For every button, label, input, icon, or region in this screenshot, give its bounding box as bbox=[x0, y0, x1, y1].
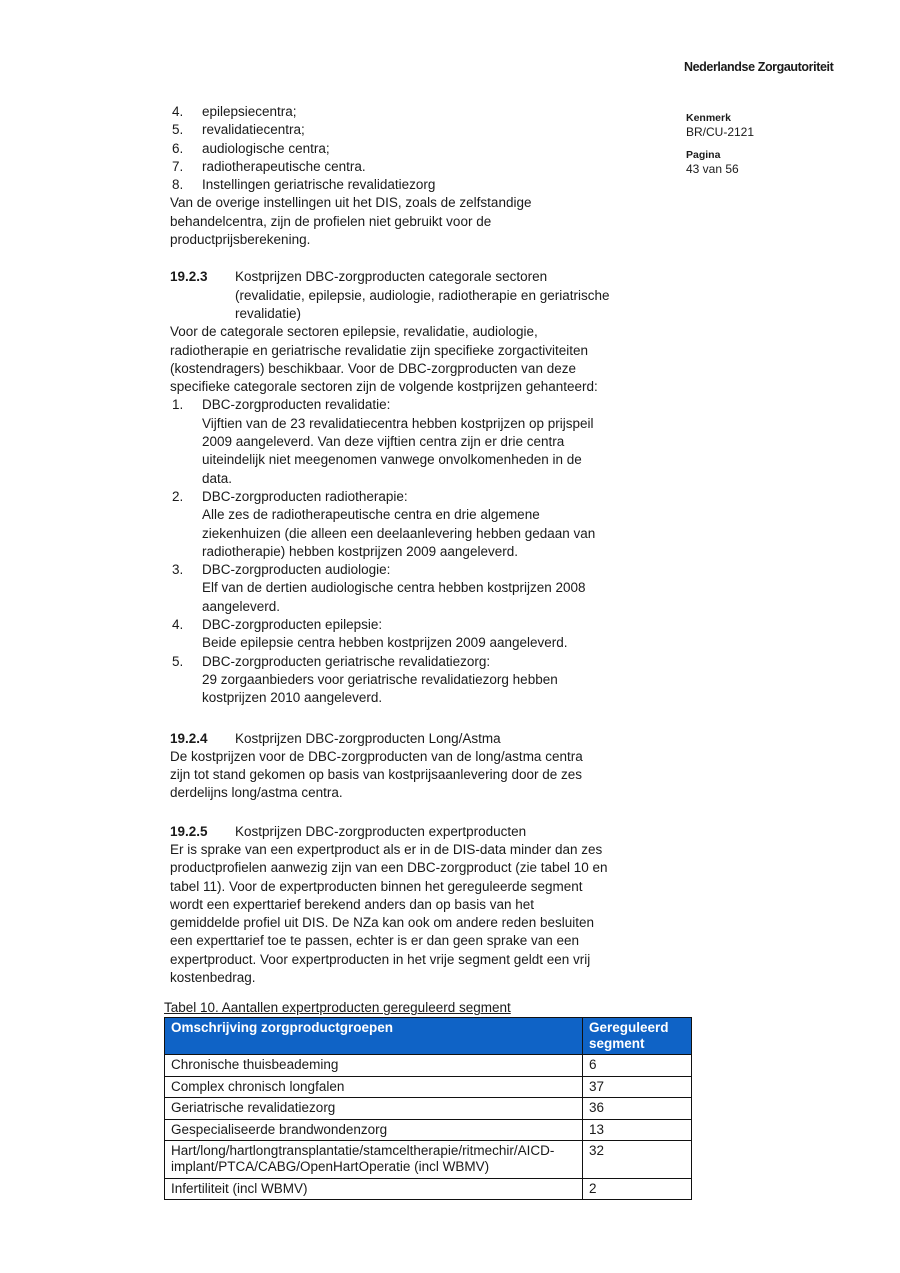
col-header-gereguleerd-segment: Gereguleerd segment bbox=[583, 1018, 692, 1055]
main-text-column bbox=[164, 103, 730, 1200]
text-line: 29 zorgaanbieders voor geriatrische revalidatiezorg hebben bbox=[202, 671, 558, 687]
text-line: expertproduct. Voor expertproducten in het vrije segment geldt een vrij bbox=[170, 951, 591, 967]
table-row bbox=[165, 1076, 692, 1098]
list-item-text: epilepsiecentra; bbox=[202, 104, 297, 119]
section-number: 19.2.3 bbox=[170, 269, 208, 285]
section-heading-19-2-4 bbox=[170, 730, 730, 748]
text-line: (kostendragers) beschikbaar. Voor de DBC-zorgproducten van deze bbox=[170, 360, 576, 376]
list-item bbox=[170, 561, 730, 616]
row-value: 2 bbox=[583, 1178, 692, 1200]
paragraph-19-2-5 bbox=[170, 841, 730, 987]
numbered-list-institutions bbox=[170, 103, 730, 194]
table-header bbox=[165, 1018, 692, 1055]
list-item-number: 5. bbox=[172, 122, 184, 138]
text-line: Elf van de dertien audiologische centra hebben kostprijzen 2008 bbox=[202, 580, 586, 596]
page-number: 43 van 56 bbox=[686, 162, 739, 176]
list-item bbox=[170, 103, 730, 121]
row-label: Gespecialiseerde brandwondenzorg bbox=[165, 1119, 583, 1141]
text-line: data. bbox=[202, 470, 233, 486]
list-item-text bbox=[202, 488, 595, 561]
text-line: behandelcentra, zijn de profielen niet gebruikt voor de bbox=[170, 213, 492, 229]
paragraph-dis-instellingen bbox=[170, 194, 730, 249]
list-item-number: 4. bbox=[172, 104, 184, 119]
row-label: Complex chronisch longfalen bbox=[165, 1076, 583, 1098]
section-number: 19.2.5 bbox=[170, 823, 208, 839]
row-value: 13 bbox=[583, 1119, 692, 1141]
text-line: DBC-zorgproducten audiologie: bbox=[202, 562, 391, 578]
text-line: een experttarief toe te passen, echter is er dan geen sprake van een bbox=[170, 933, 580, 949]
text-line: kostprijzen 2010 aangeleverd. bbox=[202, 690, 383, 706]
list-item-text: radiotherapeutische centra. bbox=[202, 158, 366, 174]
text-line: Voor de categorale sectoren epilepsie, revalidatie, audiologie, bbox=[170, 324, 538, 340]
text-line: DBC-zorgproducten epilepsie: bbox=[202, 617, 383, 633]
text-line: Beide epilepsie centra hebben kostprijzen 2009 aangeleverd. bbox=[202, 635, 568, 651]
text-line: revalidatie) bbox=[235, 305, 302, 321]
text-line: Vijftien van de 23 revalidatiecentra hebben kostprijzen op prijspeil bbox=[202, 415, 594, 431]
text-line: Van de overige instellingen uit het DIS, zoals de zelfstandige bbox=[170, 195, 532, 211]
list-item-text: audiologische centra; bbox=[202, 140, 330, 156]
text-line: (revalidatie, epilepsie, audiologie, radiotherapie en geriatrische bbox=[235, 287, 610, 303]
kenmerk-label: Kenmerk bbox=[686, 112, 731, 124]
list-item-number: 4. bbox=[172, 617, 184, 633]
list-item-number: 2. bbox=[172, 488, 184, 504]
table-row bbox=[165, 1119, 692, 1141]
text-line: derdelijns long/astma centra. bbox=[170, 785, 343, 801]
list-item-number: 8. bbox=[172, 177, 184, 193]
row-value: 36 bbox=[583, 1098, 692, 1120]
pagina-label: Pagina bbox=[686, 149, 721, 161]
list-item-number: 3. bbox=[172, 562, 184, 578]
text-line: gemiddelde profiel uit DIS. De NZa kan ook om andere reden besluiten bbox=[170, 915, 594, 931]
table-row bbox=[165, 1055, 692, 1077]
list-item-text: revalidatiecentra; bbox=[202, 122, 305, 138]
row-label: Hart/long/hartlongtransplantatie/stamceltherapie/ritmechir/AICD-implant/PTCA/CABG/OpenHartOperatie (incl WBMV) bbox=[165, 1141, 583, 1179]
text-line: productprofielen aanwezig zijn van een DBC-zorgproduct (zie tabel 10 en bbox=[170, 860, 608, 876]
section-title bbox=[235, 730, 501, 748]
table-row bbox=[165, 1098, 692, 1120]
table-row bbox=[165, 1178, 692, 1200]
section-heading-19-2-5 bbox=[170, 823, 730, 841]
text-line: Kostprijzen DBC-zorgproducten Long/Astma bbox=[235, 730, 501, 746]
row-value: 37 bbox=[583, 1076, 692, 1098]
list-item bbox=[170, 121, 730, 139]
row-value: 6 bbox=[583, 1055, 692, 1077]
list-item-text: Instellingen geriatrische revalidatiezorg bbox=[202, 177, 436, 193]
text-line: De kostprijzen voor de DBC-zorgproducten van de long/astma centra bbox=[170, 748, 583, 764]
section-heading-19-2-3 bbox=[170, 268, 730, 323]
table-caption: Tabel 10. Aantallen expertproducten gereguleerd segment bbox=[164, 1000, 511, 1016]
list-item bbox=[170, 140, 730, 158]
text-line: radiotherapie en geriatrische revalidatie zijn specifieke zorgactiviteiten bbox=[170, 342, 588, 358]
text-line: tabel 11). Voor de expertproducten binnen het gereguleerde segment bbox=[170, 878, 583, 894]
list-item-number: 1. bbox=[172, 397, 184, 413]
table-header-row bbox=[165, 1018, 692, 1055]
text-line: productprijsberekening. bbox=[170, 232, 311, 248]
list-item-number: 6. bbox=[172, 140, 184, 156]
section-title bbox=[235, 268, 609, 323]
kenmerk-value: BR/CU-2121 bbox=[686, 125, 755, 139]
text-line: specifieke categorale sectoren zijn de volgende kostprijzen gehanteerd: bbox=[170, 379, 598, 395]
list-item-text bbox=[202, 396, 594, 487]
table-expertproducten-gereguleerd bbox=[164, 1017, 692, 1200]
row-value: 32 bbox=[583, 1141, 692, 1179]
list-item-text bbox=[202, 561, 586, 616]
text-line: Er is sprake van een expertproduct als er in de DIS-data minder dan zes bbox=[170, 841, 603, 857]
text-line: kostenbedrag. bbox=[170, 970, 256, 986]
row-label: Chronische thuisbeademing bbox=[165, 1055, 583, 1077]
col-header-omschrijving: Omschrijving zorgproductgroepen bbox=[165, 1018, 583, 1055]
list-item-text bbox=[202, 653, 558, 708]
text-line: aangeleverd. bbox=[202, 598, 281, 614]
list-item bbox=[170, 616, 730, 653]
text-line: wordt een experttarief berekend anders dan op basis van het bbox=[170, 896, 534, 912]
org-wordmark: Nederlandse Zorgautoriteit bbox=[684, 60, 834, 74]
list-item-number: 5. bbox=[172, 653, 184, 669]
section-title bbox=[235, 823, 526, 841]
list-item-number: 7. bbox=[172, 158, 184, 174]
list-item bbox=[170, 396, 730, 487]
text-line: DBC-zorgproducten geriatrische revalidatiezorg: bbox=[202, 653, 491, 669]
text-line: DBC-zorgproducten radiotherapie: bbox=[202, 488, 408, 504]
numbered-list-kostprijzen bbox=[170, 396, 730, 707]
row-label: Geriatrische revalidatiezorg bbox=[165, 1098, 583, 1120]
text-line: zijn tot stand gekomen op basis van kostprijsaanlevering door de zes bbox=[170, 767, 582, 783]
text-line: Kostprijzen DBC-zorgproducten expertproducten bbox=[235, 823, 527, 839]
text-line: uiteindelijk niet meegenomen vanwege onvolkomenheden in de bbox=[202, 452, 582, 468]
text-line: Alle zes de radiotherapeutische centra en drie algemene bbox=[202, 507, 540, 523]
text-line: DBC-zorgproducten revalidatie: bbox=[202, 397, 391, 413]
table-row bbox=[165, 1141, 692, 1179]
text-line: ziekenhuizen (die alleen een deelaanlevering hebben gedaan van bbox=[202, 525, 596, 541]
paragraph-19-2-3 bbox=[170, 323, 730, 396]
list-item bbox=[170, 488, 730, 561]
list-item bbox=[170, 176, 730, 194]
section-number: 19.2.4 bbox=[170, 730, 208, 746]
text-line: 2009 aangeleverd. Van deze vijftien centra zijn er drie centra bbox=[202, 434, 565, 450]
table-body bbox=[165, 1055, 692, 1200]
text-line: Kostprijzen DBC-zorgproducten categorale sectoren bbox=[235, 269, 548, 285]
list-item bbox=[170, 158, 730, 176]
paragraph-19-2-4 bbox=[170, 748, 730, 803]
text-line: radiotherapie) hebben kostprijzen 2009 aangeleverd. bbox=[202, 543, 518, 559]
list-item-text bbox=[202, 616, 568, 653]
list-item bbox=[170, 653, 730, 708]
row-label: Infertiliteit (incl WBMV) bbox=[165, 1178, 583, 1200]
